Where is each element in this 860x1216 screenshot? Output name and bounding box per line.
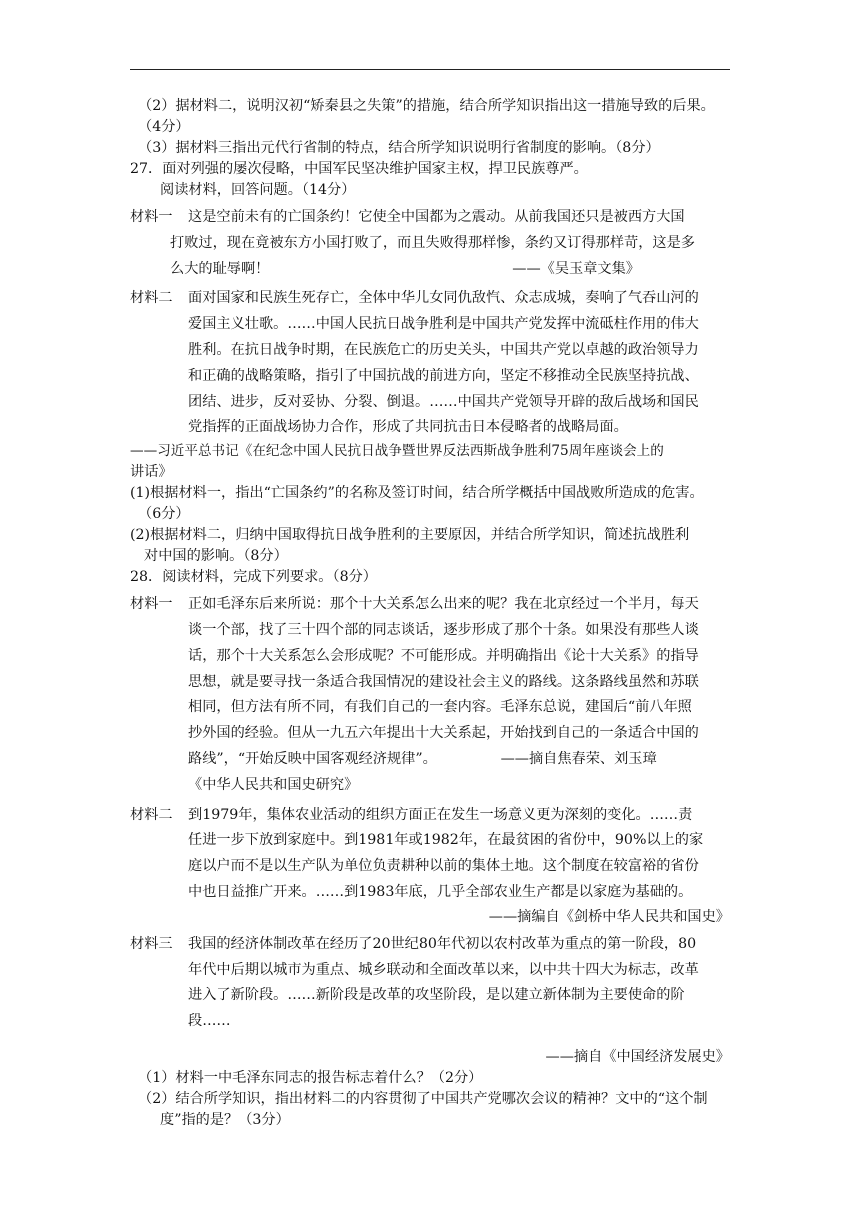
material-line: 思想，就是要寻找一条适合我国情况的建设社会主义的路线。这条路线虽然和苏联 [188,673,699,690]
material-line [170,257,730,283]
q27-intro-line2: 阅读材料，回答问题。（14分） [160,182,356,198]
material-source: ——《吴玉章文集》 [512,260,640,277]
material-line: 面对国家和民族生死存亡，全体中华儿女同仇敌忾、众志成城，奏响了气吞山河的 [188,290,699,307]
material-line: 年代中后期以城市为重点、城乡联动和全面改革以来，以中共十四大为标志，改革 [188,961,699,978]
q26-sub2-line1: （2）据材料二，说明汉初“矫秦县之失策”的措施，结合所学知识指出这一措施导致的后果。 [138,98,715,114]
q27-sub1-line2: （6分） [138,506,190,523]
material-line: 段…… [188,1013,231,1030]
material-line-text: 么大的耻辱啊！ [170,260,270,277]
material-label: 材料三 [130,935,173,952]
material-line: 到1979年，集体农业活动的组织方面正在发生一场意义更为深刻的变化。……责 [188,806,693,823]
material-line: 胜利。在抗日战争时期，在民族危亡的历史关头，中国共产党以卓越的政治领导力 [188,341,699,358]
q28-material-2 [130,803,730,928]
q27-sub1-line1: (1)根据材料一，指出“亡国条约”的名称及签订时间，结合所学概括中国战败所造成的危害。 [130,485,704,502]
q28-intro: 28．阅读材料，完成下列要求。（8分） [130,569,377,586]
q28-material-1 [130,592,730,798]
material-body [188,592,730,798]
q27-intro-line1: 27．面对列强的屡次侵略，中国军民坚决维护国家主权，捍卫民族尊严。 [130,161,588,177]
material-body [188,932,730,1035]
q27-material-1 [130,205,730,282]
material-line: 谈一个部，找了三十四个部的同志谈话，逐步形成了那个十条。如果没有那些人谈 [188,621,699,638]
material-body [188,286,730,441]
material-source: ——摘编自《剑桥中华人民共和国史》 [488,908,730,925]
material-label: 材料一 [130,209,173,225]
material-line: 《中华人民共和国史研究》 [188,776,359,793]
q27-material-2-source-line2: 讲话》 [130,464,173,481]
material-line: 和正确的战略策略，指引了中国抗战的前进方向，坚定不移推动全民族坚持抗战、 [188,367,699,384]
q26-sub3: （3）据材料三指出元代行省制的特点，结合所学知识说明行省制度的影响。（8分） [138,140,660,156]
material-line: 中也日益推广开来。……到1983年底，几乎全部农业生产都是以家庭为基础的。 [188,883,693,900]
material-line: 路线”，“开始反映中国客观经济规律”。 ——摘自焦春荣、刘玉璋 [188,750,657,767]
exam-page [130,96,730,1131]
q27-sub2-line1: (2)根据材料二，归纳中国取得抗日战争胜利的主要原因，并结合所学知识，简述抗战胜利 [130,527,690,544]
material-line: 爱国主义壮歌。……中国人民抗日战争胜利是中国共产党发挥中流砥柱作用的伟大 [188,316,699,333]
material-body [188,803,730,928]
material-line: 正如毛泽东后来所说：那个十大关系怎么出来的呢？我在北京经过一个半月，每天 [188,596,699,613]
material-line: 抄外国的经验。但从一九五六年提出十大关系起，开始找到自己的一条适合中国的 [188,725,699,742]
q28-sub2-line2: 度”指的是？（3分） [160,1111,290,1128]
q26-sub2-line2: （4分） [138,119,190,135]
header-rule [130,69,730,70]
material-line: 党指挥的正面战场协力合作，形成了共同抗击日本侵略者的战略局面。 [188,419,628,436]
material-line: 庭以户而不是以生产队为单位负责耕种以前的集体土地。这个制度在较富裕的省份 [188,858,699,875]
material-line: 任进一步下放到家庭中。到1981年或1982年，在最贫困的省份中，90%以上的家 [188,832,704,849]
q28-material-3 [130,932,730,1035]
q28-material-3-source: ——摘自《中国经济发展史》 [545,1048,730,1065]
q27-material-2-source-line1: ——习近平总书记《在纪念中国人民抗日战争暨世界反法西斯战争胜利75周年座谈会上的 [130,443,664,460]
material-body [170,205,730,282]
material-label: 材料二 [130,290,173,307]
material-line: 话，那个十大关系怎么会形成呢？不可能形成。并明确指出《论十大关系》的指导 [188,647,699,664]
material-line: 进入了新阶段。……新阶段是改革的攻坚阶段，是以建立新体制为主要使命的阶 [188,987,685,1004]
material-label: 材料一 [130,596,173,613]
material-line: 这是空前未有的亡国条约！它使全中国都为之震动。从前我国还只是被西方大国 [188,209,685,225]
q27-material-2 [130,286,730,441]
material-label: 材料二 [130,806,173,823]
material-line: 我国的经济体制改革在经历了20世纪80年代初以农村改革为重点的第一阶段，80 [188,935,697,952]
material-line: 团结、进步，反对妥协、分裂、倒退。……中国共产党领导开辟的敌后战场和国民 [188,393,699,410]
material-line: 相同，但方法有所不同，有我们自己的一套内容。毛泽东总说，建国后“前八年照 [188,699,692,716]
q28-sub1: （1）材料一中毛泽东同志的报告标志着什么？（2分） [138,1069,483,1086]
q27-sub2-line2: 对中国的影响。（8分） [144,548,288,565]
material-line: 打败过，现在竟被东方小国打败了，而且失败得那样惨，条约又订得那样苛，这是多 [170,234,695,251]
q28-sub2-line1: （2）结合所学知识，指出材料二的内容贯彻了中国共产党哪次会议的精神？文中的“这个制 [138,1090,708,1107]
